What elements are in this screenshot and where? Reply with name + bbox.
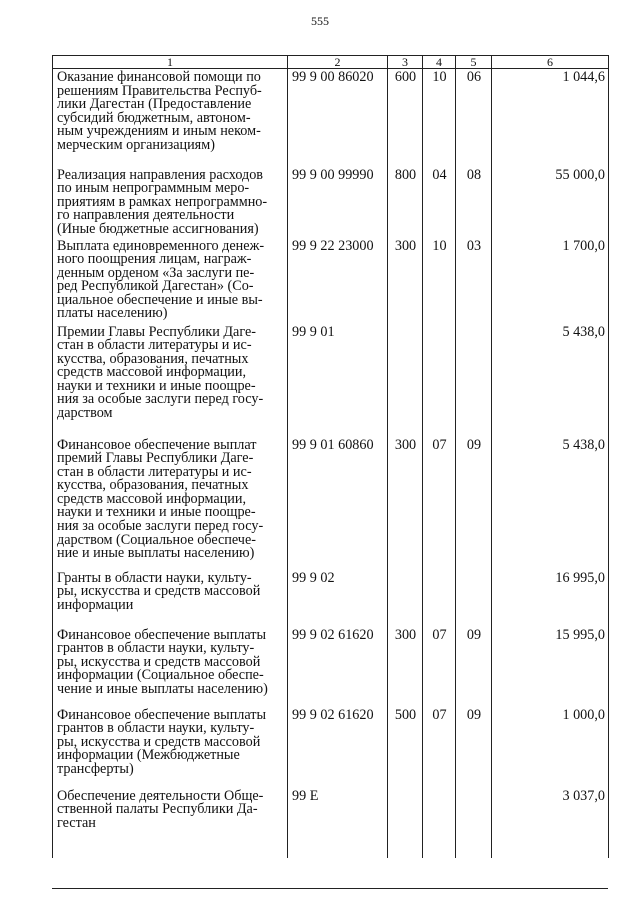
expense-name-line: Финансовое обеспечение выплаты xyxy=(57,626,267,643)
expense-name-line: кусства, образования, печатных xyxy=(57,477,249,494)
expense-name-line: ние и иные выплаты населению) xyxy=(57,545,255,562)
subsection-cell: 03 xyxy=(456,238,492,324)
expense-name-line: чение и иные выплаты населению) xyxy=(57,680,268,697)
table-row xyxy=(53,788,609,858)
amount-cell: 1 700,0 xyxy=(492,238,609,324)
subsection-cell xyxy=(456,324,492,437)
section-cell xyxy=(423,324,456,437)
amount-cell: 5 438,0 xyxy=(492,324,609,437)
expense-name-line: дарством xyxy=(57,405,113,422)
section-cell: 07 xyxy=(423,627,456,707)
header-cell: 1 xyxy=(53,56,288,69)
table-row xyxy=(53,627,609,707)
section-cell: 10 xyxy=(423,238,456,324)
subsection-cell xyxy=(456,788,492,858)
expense-name-cell xyxy=(53,570,288,627)
section-cell: 07 xyxy=(423,437,456,570)
page-number: 555 xyxy=(311,14,329,28)
expense-name-line: циальное обеспечение и иные вы- xyxy=(57,291,263,308)
expense-type-cell xyxy=(388,324,423,437)
expense-name-line: Финансовое обеспечение выплат xyxy=(57,436,257,453)
expense-name-line: Гранты в области науки, культу- xyxy=(57,569,252,586)
expense-name-line: Реализация направления расходов xyxy=(57,166,264,183)
subsection-cell: 09 xyxy=(456,437,492,570)
expense-name-line: ния за особые заслуги перед госу- xyxy=(57,391,264,408)
amount-cell: 16 995,0 xyxy=(492,570,609,627)
amount-cell: 1 044,6 xyxy=(492,69,609,167)
table-row xyxy=(53,238,609,324)
expense-type-cell: 600 xyxy=(388,69,423,167)
expense-name-line: Премии Главы Республики Даге- xyxy=(57,323,256,340)
expense-name-cell xyxy=(53,627,288,707)
classification-code-cell: 99 9 01 60860 xyxy=(288,437,388,570)
expense-name-line: ственной палаты Республики Да- xyxy=(57,801,258,818)
section-cell: 07 xyxy=(423,707,456,788)
section-cell xyxy=(423,570,456,627)
expense-name-line: (Иные бюджетные ассигнования) xyxy=(57,220,259,237)
expense-name-line: решениям Правительства Респуб- xyxy=(57,82,262,99)
table-row xyxy=(53,707,609,788)
expense-name-line: субсидий бюджетным, автоном- xyxy=(57,109,251,126)
classification-code-cell: 99 9 02 61620 xyxy=(288,627,388,707)
expense-name-line: стан в области литературы и ис- xyxy=(57,337,252,354)
expense-name-line: премий Главы Республики Даге- xyxy=(57,450,254,467)
expense-name-line: гестан xyxy=(57,814,96,831)
expense-name-line: науки и техники и иные поощре- xyxy=(57,504,256,521)
expense-name-line: информации (Межбюджетные xyxy=(57,747,240,764)
expense-type-cell: 300 xyxy=(388,437,423,570)
expense-name-line: стан в области литературы и ис- xyxy=(57,463,252,480)
expense-name-line: платы населению) xyxy=(57,305,168,322)
subsection-cell xyxy=(456,570,492,627)
expense-type-cell: 800 xyxy=(388,167,423,238)
expense-name-line: Финансовое обеспечение выплаты xyxy=(57,706,267,723)
expense-name-line: ния за особые заслуги перед госу- xyxy=(57,518,264,535)
amount-cell: 5 438,0 xyxy=(492,437,609,570)
expense-name-line: Оказание финансовой помощи по xyxy=(57,69,261,85)
expense-type-cell: 300 xyxy=(388,627,423,707)
expense-type-cell: 300 xyxy=(388,238,423,324)
expense-name-line: ред Республикой Дагестан» (Со- xyxy=(57,278,254,295)
subsection-cell: 09 xyxy=(456,707,492,788)
expense-name-cell xyxy=(53,437,288,570)
expense-name-line: Выплата единовременного денеж- xyxy=(57,237,265,254)
expense-name-cell xyxy=(53,324,288,437)
expense-name-line: лики Дагестан (Предоставление xyxy=(57,96,252,113)
classification-code-cell: 99 9 22 23000 xyxy=(288,238,388,324)
subsection-cell: 08 xyxy=(456,167,492,238)
expense-type-cell xyxy=(388,570,423,627)
expense-name-cell xyxy=(53,707,288,788)
expense-name-line: науки и техники и иные поощре- xyxy=(57,377,256,394)
section-cell: 04 xyxy=(423,167,456,238)
expense-name-line: трансферты) xyxy=(57,760,134,777)
expense-name-line: ры, искусства и средств массовой xyxy=(57,653,261,670)
table-body xyxy=(53,69,609,858)
table-row xyxy=(53,167,609,238)
section-cell xyxy=(423,788,456,858)
expense-name-line: средств массовой информации, xyxy=(57,490,247,507)
expense-name-line: грантов в области науки, культу- xyxy=(57,640,255,657)
classification-code-cell: 99 9 00 99990 xyxy=(288,167,388,238)
expense-name-line: дарством (Социальное обеспече- xyxy=(57,531,256,548)
amount-cell: 55 000,0 xyxy=(492,167,609,238)
expense-name-line: кусства, образования, печатных xyxy=(57,350,249,367)
expense-name-line: денным орденом «За заслуги пе- xyxy=(57,264,255,281)
header-cell: 5 xyxy=(456,56,492,69)
expense-name-line: по иным непрограммным меро- xyxy=(57,180,250,197)
classification-code-cell: 99 9 01 xyxy=(288,324,388,437)
expense-name-cell xyxy=(53,167,288,238)
bottom-rule xyxy=(52,888,608,889)
classification-code-cell: 99 9 00 86020 xyxy=(288,69,388,167)
expense-name-cell xyxy=(53,788,288,858)
expense-name-line: го направления деятельности xyxy=(57,207,235,224)
table-row xyxy=(53,437,609,570)
expense-name-cell xyxy=(53,238,288,324)
classification-code-cell: 99 9 02 xyxy=(288,570,388,627)
classification-code-cell: 99 Е xyxy=(288,788,388,858)
table-row xyxy=(53,324,609,437)
subsection-cell: 06 xyxy=(456,69,492,167)
header-row xyxy=(53,56,609,69)
table-row xyxy=(53,69,609,167)
amount-cell: 3 037,0 xyxy=(492,788,609,858)
expense-name-line: ным учреждениям и иным неком- xyxy=(57,123,261,140)
header-cell: 4 xyxy=(423,56,456,69)
expense-name-line: ры, искусства и средств массовой xyxy=(57,583,261,600)
expense-name-line: ного поощрения лицам, награж- xyxy=(57,251,252,268)
header-cell: 3 xyxy=(388,56,423,69)
expense-name-line: информации (Социальное обеспе- xyxy=(57,667,264,684)
expense-name-line: грантов в области науки, культу- xyxy=(57,720,255,737)
expense-name-cell xyxy=(53,69,288,167)
expense-type-cell xyxy=(388,788,423,858)
header-cell: 6 xyxy=(492,56,609,69)
expense-type-cell: 500 xyxy=(388,707,423,788)
table-row xyxy=(53,570,609,627)
expense-name-line: приятиям в рамках непрограммно- xyxy=(57,193,268,210)
section-cell: 10 xyxy=(423,69,456,167)
expense-name-line: мерческим организациям) xyxy=(57,136,215,153)
amount-cell: 15 995,0 xyxy=(492,627,609,707)
header-cell: 2 xyxy=(288,56,388,69)
expense-name-line: Обеспечение деятельности Обще- xyxy=(57,787,264,804)
expense-name-line: ры, искусства и средств массовой xyxy=(57,733,261,750)
classification-code-cell: 99 9 02 61620 xyxy=(288,707,388,788)
expense-name-line: информации xyxy=(57,596,134,613)
budget-table xyxy=(52,55,609,858)
expense-name-line: средств массовой информации, xyxy=(57,364,247,381)
subsection-cell: 09 xyxy=(456,627,492,707)
amount-cell: 1 000,0 xyxy=(492,707,609,788)
